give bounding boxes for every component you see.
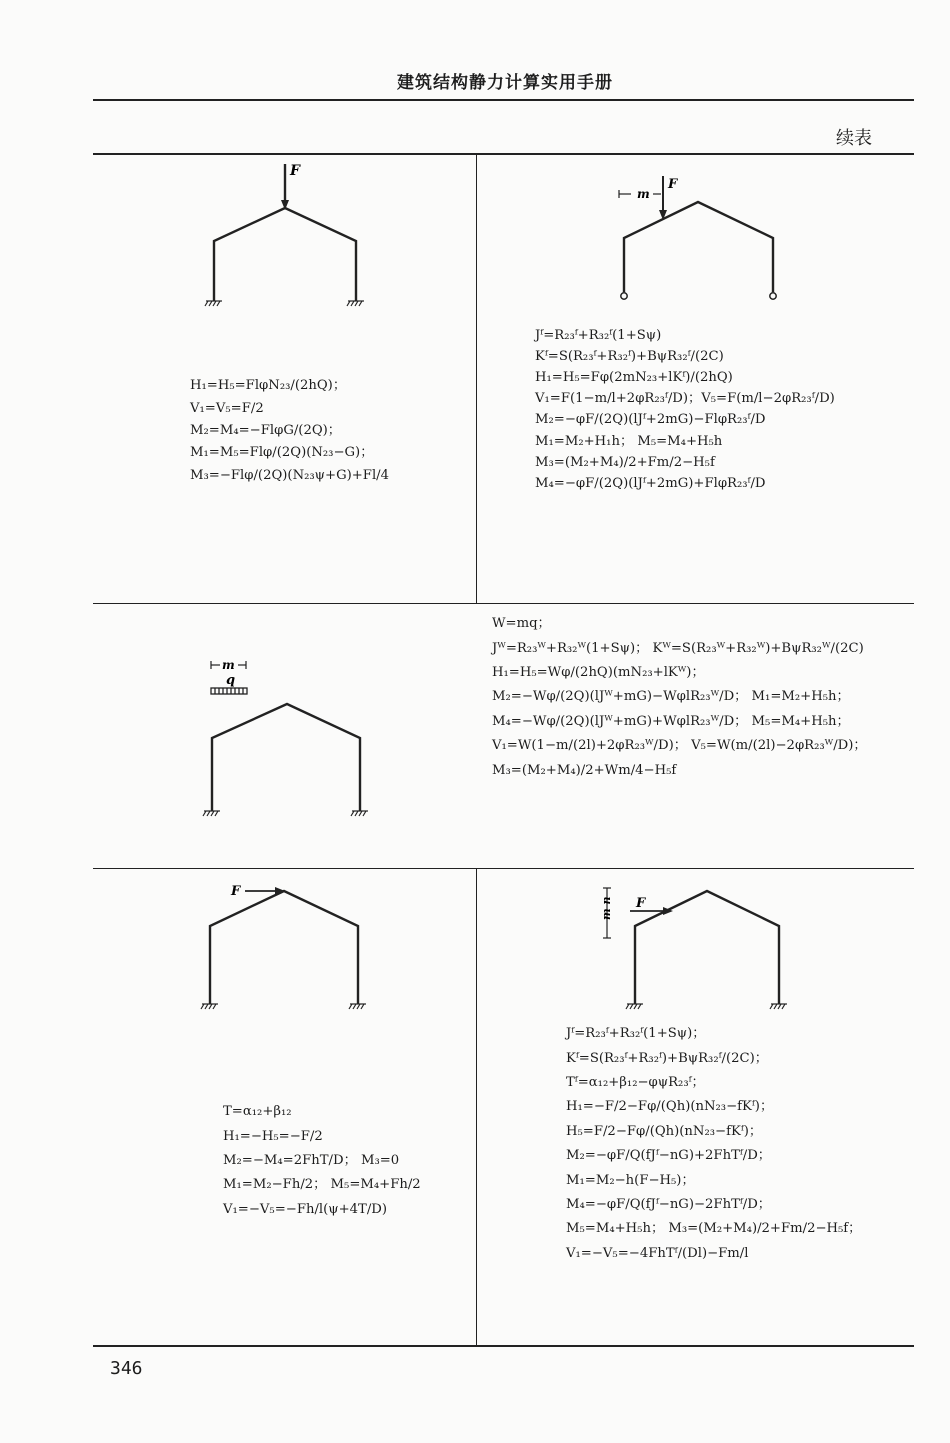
formula-block-c2	[535, 325, 910, 495]
formula-line: T=α₁₂+β₁₂	[223, 1104, 292, 1120]
running-header: 建筑结构静力计算实用手册	[397, 73, 613, 93]
formula-line: M₁=M₂+H₁h； M₅=M₄+H₅h	[535, 433, 723, 449]
formula-line: M₃=−Flφ/(2Q)(N₂₃ψ+G)+Fl/4	[190, 467, 390, 483]
formula-line: V₁=F(1−m/l+2φR₂₃ᶠ/D)；V₅=F(m/l−2φR₂₃ᶠ/D)	[535, 391, 835, 407]
table-continued-note: 续表	[836, 128, 872, 149]
dim-label-m: m	[222, 658, 235, 672]
page-number: 346	[110, 1358, 143, 1379]
formula-line: Kᶠ=S(R₂₃ᶠ+R₃₂ᶠ)+BψR₃₂ᶠ/(2C)；	[566, 1050, 768, 1066]
formula-line: H₅=F/2−Fφ/(Qh)(nN₂₃−fKᶠ)；	[566, 1123, 763, 1139]
formula-line: H₁=−F/2−Fφ/(Qh)(nN₂₃−fKᶠ)；	[566, 1099, 774, 1115]
formula-line: M₃=(M₂+M₄)/2+Wm/4−H₅f	[492, 762, 677, 778]
load-label-q: q	[226, 673, 236, 688]
load-label-F: F	[668, 177, 678, 192]
table-bottom-rule	[93, 1345, 914, 1347]
formula-line: M₄=−φF/(2Q)(lJᶠ+2mG)+FlφR₂₃ᶠ/D	[535, 476, 766, 491]
formula-line: M₁=M₂−Fh/2； M₅=M₄+Fh/2	[223, 1177, 421, 1193]
formula-line: Jᶠ=R₂₃ᶠ+R₃₂ᶠ(1+Sψ)；	[566, 1026, 706, 1042]
formula-line: V₁=−V₅=−4FhTᶠ/(Dl)−Fm/l	[566, 1245, 749, 1261]
frame-diagram-c5	[590, 878, 800, 1018]
formula-line: H₁=−H₅=−F/2	[223, 1128, 323, 1144]
formula-block-c1	[190, 375, 470, 487]
formula-line: V₁=V₅=F/2	[190, 400, 264, 416]
formula-line: Tᶠ=α₁₂+β₁₂−φψR₂₃ᶠ；	[566, 1075, 705, 1091]
formula-line: M₅=M₄+H₅h； M₃=(M₂+M₄)/2+Fm/2−H₅f；	[566, 1221, 862, 1237]
formula-line: Jᶠ=R₂₃ᶠ+R₃₂ᶠ(1+Sψ)	[535, 327, 662, 343]
formula-line: M₂=−M₄=2FhT/D； M₃=0	[223, 1153, 400, 1169]
frame-diagram-c1	[190, 160, 390, 310]
formula-block-c5	[566, 1022, 911, 1266]
table-top-rule	[93, 153, 914, 155]
formula-line: M₂=−Wφ/(2Q)(lJᵂ+mG)−WφlR₂₃ᵂ/D； M₁=M₂+H₅h；	[492, 689, 850, 705]
formula-line: V₁=−V₅=−Fh/l(ψ+4T/D)	[223, 1201, 388, 1217]
formula-block-c4	[223, 1100, 473, 1222]
formula-line: W=mq；	[492, 616, 551, 632]
frame-diagram-c3	[195, 655, 385, 825]
frame-diagram-c2	[605, 168, 795, 303]
formula-line: H₁=H₅=Fφ(2mN₂₃+lKᶠ)/(2hQ)	[535, 370, 733, 386]
formula-block-c3	[492, 612, 912, 783]
formula-line: M₄=−φF/Q(fJᶠ−nG)−2FhTᶠ/D；	[566, 1197, 771, 1213]
formula-line: M₂=−φF/Q(fJᶠ−nG)+2FhTᶠ/D；	[566, 1148, 771, 1164]
load-label-F: F	[231, 884, 241, 899]
formula-line: Jᵂ=R₂₃ᵂ+R₃₂ᵂ(1+Sψ)； Kᵂ=S(R₂₃ᵂ+R₃₂ᵂ)+BψR₃₂ᵂ/(2C)	[492, 640, 864, 656]
row-divider-2	[93, 868, 914, 869]
row-divider-1	[93, 603, 914, 604]
formula-line: Kᶠ=S(R₂₃ᶠ+R₃₂ᶠ)+BψR₃₂ᶠ/(2C)	[535, 348, 724, 364]
load-label-F: F	[636, 896, 646, 911]
formula-line: M₂=−φF/(2Q)(lJᶠ+2mG)−FlφR₂₃ᶠ/D	[535, 412, 766, 428]
formula-line: H₁=H₅=Wφ/(2hQ)(mN₂₃+lKᵂ)；	[492, 665, 705, 681]
column-divider-bottom	[476, 868, 477, 1346]
formula-line: M₄=−Wφ/(2Q)(lJᵂ+mG)+WφlR₂₃ᵂ/D； M₅=M₄+H₅h；	[492, 713, 850, 729]
formula-line: M₁=M₅=Flφ/(2Q)(N₂₃−G)；	[190, 445, 374, 461]
formula-line: V₁=W(1−m/(2l)+2φR₂₃ᵂ/D)； V₅=W(m/(2l)−2φR₂₃ᵂ/D)；	[492, 738, 867, 754]
dim-label-mn: m n	[600, 896, 613, 920]
column-divider-top	[476, 153, 477, 603]
formula-line: H₁=H₅=FlφN₂₃/(2hQ)；	[190, 378, 347, 394]
formula-line: M₁=M₂−h(F−H₅)；	[566, 1172, 695, 1188]
dim-label-m: m	[637, 187, 650, 201]
header-rule	[93, 99, 914, 101]
formula-line: M₂=M₄=−FlφG/(2Q)；	[190, 423, 341, 439]
frame-diagram-c4	[195, 878, 385, 1018]
formula-line: M₃=(M₂+M₄)/2+Fm/2−H₅f	[535, 454, 715, 470]
load-label-F: F	[290, 163, 300, 179]
